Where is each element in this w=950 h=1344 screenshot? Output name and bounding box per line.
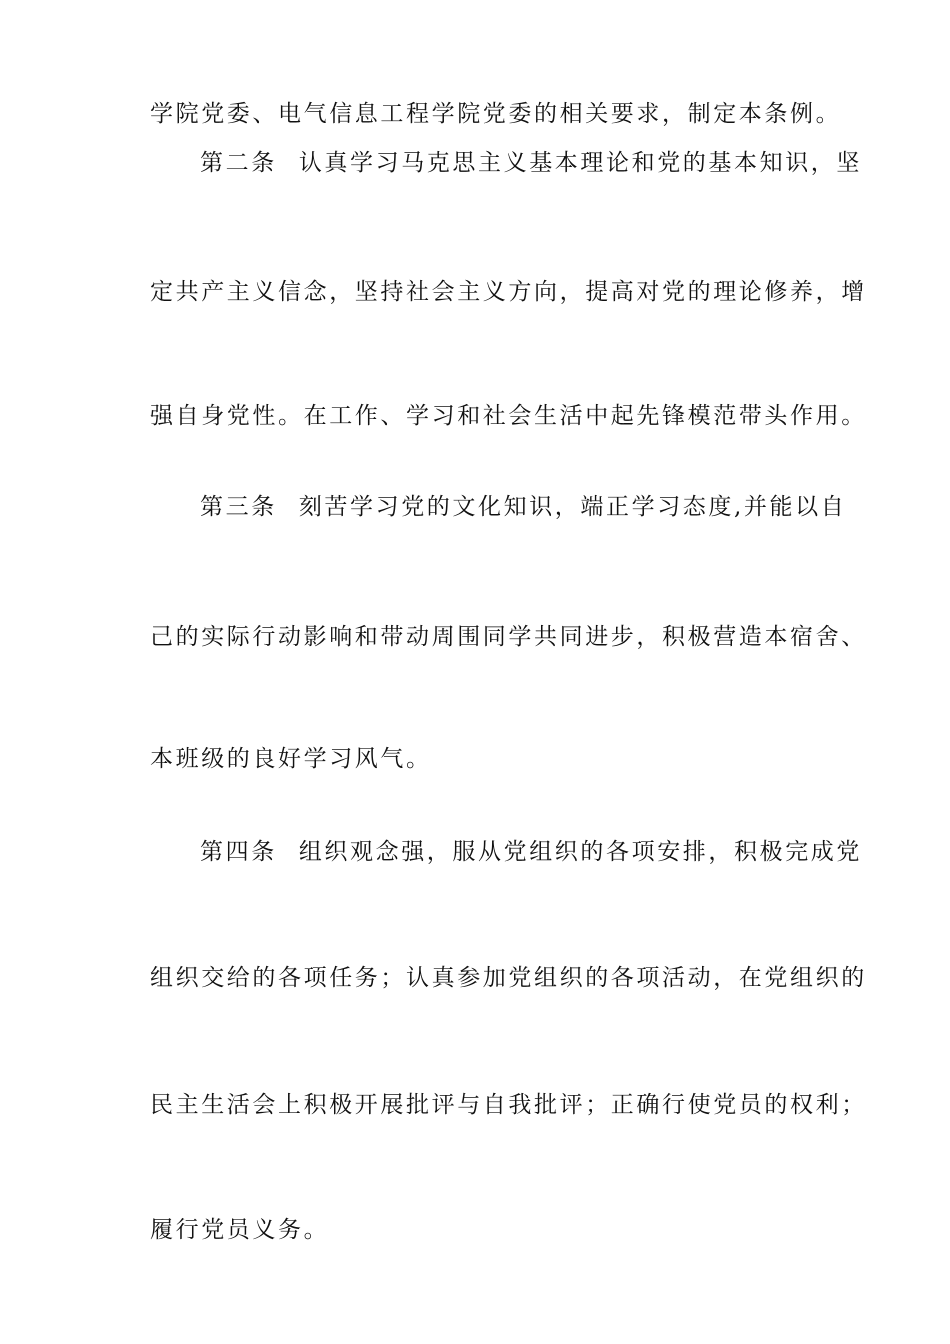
article-2-line-1: 认真学习马克思主义基本理论和党的基本知识，坚 — [298, 150, 863, 176]
article-3-number: 第三条 — [200, 494, 277, 520]
article-3-line-2: 己的实际行动影响和带动周围同学共同进步，积极营造本宿舍、 — [150, 624, 867, 650]
article-4-number: 第四条 — [200, 839, 277, 865]
article-3-line-1: 刻苦学习党的文化知识，端正学习态度,并能以自 — [298, 494, 847, 520]
article-3-first-line — [200, 492, 847, 522]
article-2-line-3: 强自身党性。在工作、学习和社会生活中起先锋模范带头作用。 — [150, 403, 867, 429]
article-2-first-line — [200, 148, 863, 178]
article-3-line-3: 本班级的良好学习风气。 — [150, 746, 432, 772]
article-4-line-2: 组织交给的各项任务；认真参加党组织的各项活动，在党组织的 — [150, 965, 867, 991]
article-4-line-3: 民主生活会上积极开展批评与自我批评；正确行使党员的权利； — [150, 1092, 867, 1118]
article-4-line-1: 组织观念强，服从党组织的各项安排，积极完成党 — [298, 839, 863, 865]
article-4-first-line — [200, 837, 863, 867]
intro-tail-line: 学院党委、电气信息工程学院党委的相关要求，制定本条例。 — [150, 101, 842, 127]
article-2-line-2: 定共产主义信念，坚持社会主义方向，提高对党的理论修养，增 — [150, 279, 867, 305]
article-4-line-4: 履行党员义务。 — [150, 1217, 330, 1243]
article-2-number: 第二条 — [200, 150, 277, 176]
